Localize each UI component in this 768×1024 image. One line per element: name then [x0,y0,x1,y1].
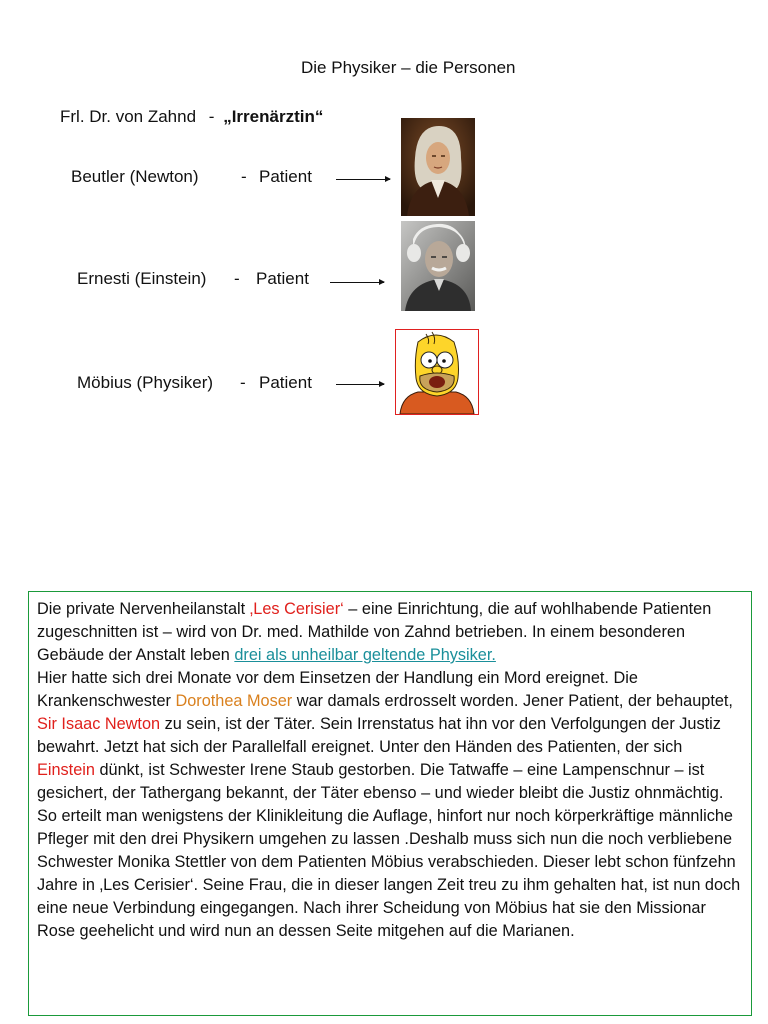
character-moebius-role: Patient [259,373,312,392]
arrow-right-icon [336,179,390,180]
character-ernesti-name: Ernesti (Einstein) [77,269,207,288]
einstein-portrait [401,221,475,311]
character-name: Frl. Dr. von Zahnd [60,107,197,126]
description-text [37,598,743,943]
character-zahnd [60,107,323,127]
text-segment: dünkt, ist Schwester Irene Staub gestorben. Die Tatwaffe – eine Lampenschnur – ist gesichert, der Tathergang bekannt, der Täter ebenso – und wieder bleibt die Justiz ohnmächtig. So erteilt man wenigstens der Klinikleitung die Auflage, hinfort nur noch körperkräftige männliche Pfleger mit den drei Physikern umgehen zu lassen .Deshalb muss sich nun die noch verbliebene Schwester Monika Stettler von dem Patienten Möbius [37,761,733,871]
highlight-isaac-newton: Sir Isaac Newton [37,715,161,733]
character-role: „Irrenärztin“ [223,107,324,126]
text-segment: – eine Einrichtung, die auf wohlhabende Patienten zugeschnitten ist – wird von Dr. med. Mathilde von Zahnd betrieben. In einem besonderen Gebäude der Anstalt leben [37,600,712,664]
character-moebius-sep: - [240,373,246,392]
highlight-einstein: Einstein [37,761,95,779]
character-beutler-role: Patient [259,167,312,186]
text-segment: in dieser langen Zeit treu zu ihm gehalten hat, ist nun doch eine neue Verbindung eingegangen. Nach ihrer Scheidung von Möbius hat sie den Missionar Rose geehelicht und wird nun an dessen Seite mitgehen auf die Marianen. [37,876,741,940]
description-box [28,591,752,1016]
text-segment: Die private Nervenheilanstalt [37,600,250,618]
highlight-les-cerisier: ‚Les Cerisier‘ [249,600,344,618]
character-beutler-name: Beutler (Newton) [71,167,199,186]
text-segment: war damals erdrosselt worden. Jener Patient, der behauptet, [292,692,733,710]
text-segment-medium: verabschieden. Dieser lebt schon fünfzehn Jahre in ‚Les Cerisier‘. Seine Frau, die [37,853,736,894]
page-title: Die Physiker – die Personen [301,58,516,77]
arrow-right-icon [330,282,384,283]
character-ernesti-sep: - [234,269,240,288]
homer-cartoon [395,329,479,415]
newton-portrait [401,118,475,216]
link-unheilbare-physiker[interactable]: drei als unheilbar geltende Physiker. [234,646,496,664]
character-sep: - [208,107,215,126]
character-beutler-sep: - [241,167,247,186]
text-segment: zu sein, ist der Täter. Sein Irrenstatus hat ihn vor den Verfolgungen der Justiz bewahrt. Jetzt hat sich der Parallelfall ereignet. Unter den Händen des Patienten, der sich [37,715,721,756]
character-ernesti-role: Patient [256,269,309,288]
character-moebius-name: Möbius (Physiker) [77,373,214,392]
arrow-right-icon [336,384,384,385]
highlight-dorothea-moser: Dorothea Moser [175,692,293,710]
text-segment: Hier hatte sich drei Monate vor dem Einsetzen der Handlung ein Mord ereignet. Die Krankenschwester [37,669,638,710]
